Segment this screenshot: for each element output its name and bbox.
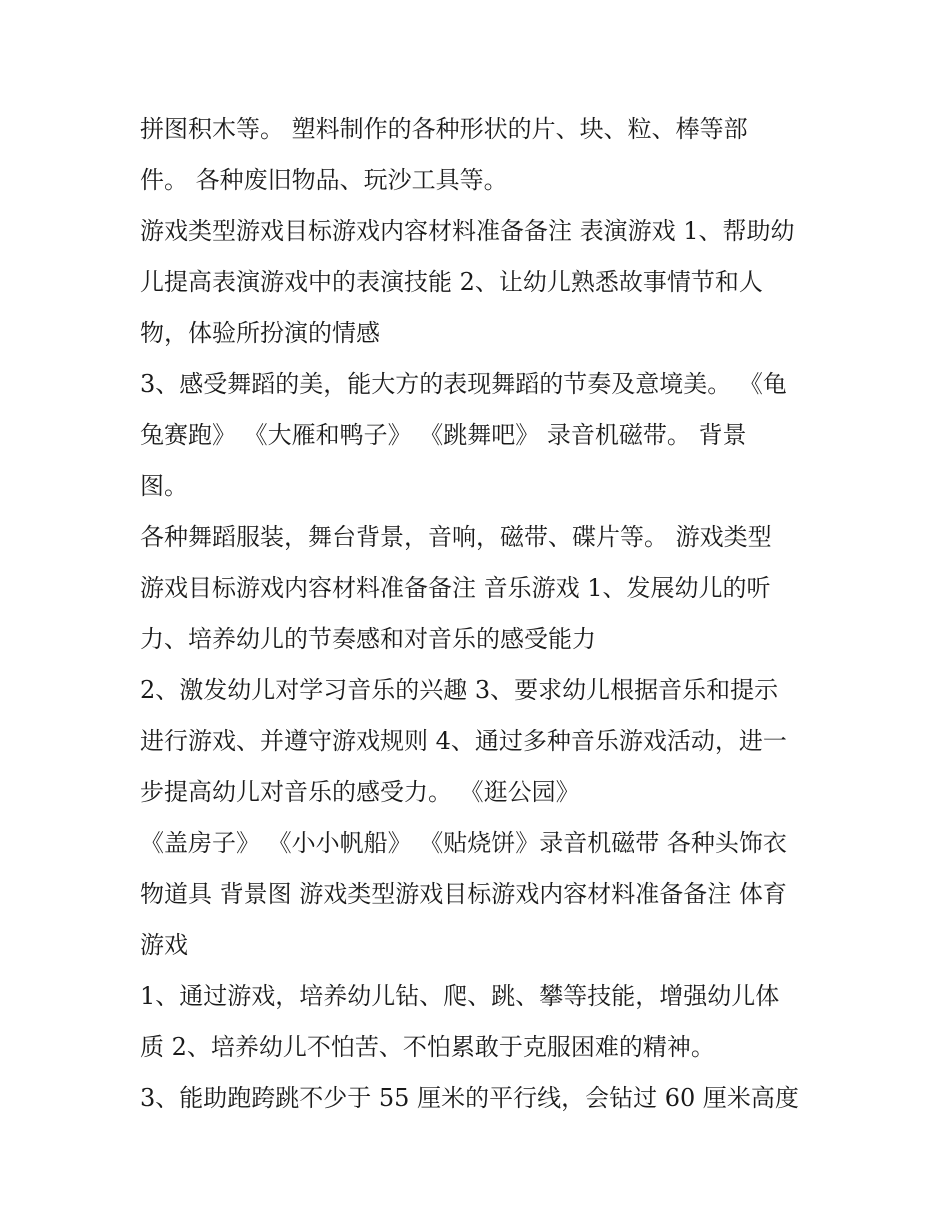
text-line: 步提高幼儿对音乐的感受力。 《逛公园》 bbox=[140, 778, 580, 806]
text-line: 1、通过游戏，培养幼儿钻、爬、跳、攀等技能，增强幼儿体 bbox=[140, 982, 780, 1010]
text-line: 《盖房子》 《小小帆船》 《贴烧饼》录音机磁带 各种头饰衣 bbox=[140, 829, 787, 857]
text-line: 儿提高表演游戏中的表演技能 2、让幼儿熟悉故事情节和人 bbox=[140, 268, 763, 296]
text-line: 拼图积木等。 塑料制作的各种形状的片、块、粒、棒等部 bbox=[140, 115, 748, 143]
text-line: 进行游戏、并遵守游戏规则 4、通过多种音乐游戏活动，进一 bbox=[140, 727, 787, 755]
text-line: 2、激发幼儿对学习音乐的兴趣 3、要求幼儿根据音乐和提示 bbox=[140, 676, 779, 704]
text-line: 游戏类型游戏目标游戏内容材料准备备注 表演游戏 1、帮助幼 bbox=[140, 217, 795, 245]
document-body bbox=[140, 104, 820, 1124]
text-line: 各种舞蹈服装，舞台背景，音响，磁带、碟片等。 游戏类型 bbox=[140, 523, 772, 551]
text-line: 3、能助跑跨跳不少于 55 厘米的平行线，会钻过 60 厘米高度 bbox=[140, 1084, 799, 1112]
text-line: 3、感受舞蹈的美，能大方的表现舞蹈的节奏及意境美。 《龟 bbox=[140, 370, 787, 398]
text-line: 游戏 bbox=[140, 931, 188, 959]
text-line: 图。 bbox=[140, 472, 188, 500]
text-line: 力、培养幼儿的节奏感和对音乐的感受能力 bbox=[140, 625, 596, 653]
text-line: 兔赛跑》 《大雁和鸭子》 《跳舞吧》 录音机磁带。 背景 bbox=[140, 421, 747, 449]
text-line: 游戏目标游戏内容材料准备备注 音乐游戏 1、发展幼儿的听 bbox=[140, 574, 771, 602]
text-line: 质 2、培养幼儿不怕苦、不怕累敢于克服困难的精神。 bbox=[140, 1033, 715, 1061]
text-line: 物，体验所扮演的情感 bbox=[140, 319, 380, 347]
text-line: 物道具 背景图 游戏类型游戏目标游戏内容材料准备备注 体育 bbox=[140, 880, 787, 908]
text-line: 件。 各种废旧物品、玩沙工具等。 bbox=[140, 166, 508, 194]
